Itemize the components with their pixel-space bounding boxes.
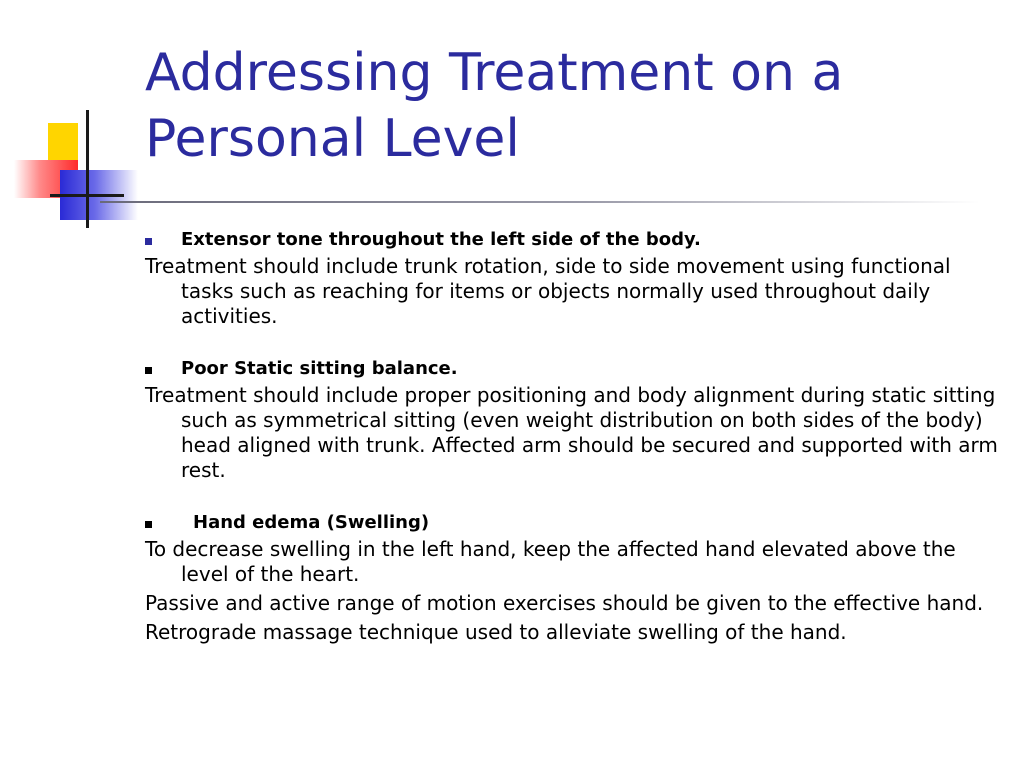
bullet-heading-sitting-balance — [145, 355, 1005, 383]
square-bullet-icon — [145, 367, 152, 374]
square-bullet-icon — [145, 238, 152, 245]
treatment-paragraph: Retrograde massage technique used to alleviate swelling of the hand. — [145, 620, 847, 644]
slide-content — [145, 226, 1005, 645]
bullet-heading-text: Hand edema (Swelling) — [193, 512, 430, 533]
treatment-paragraph: Treatment should include trunk rotation, side to side movement using functional tasks such as reaching for items or objects normally used throughout daily activities. — [145, 254, 951, 328]
treatment-paragraph: Passive and active range of motion exercises should be given to the effective hand. — [145, 591, 984, 615]
treatment-paragraph: To decrease swelling in the left hand, keep the affected hand elevated above the level of the heart. — [145, 537, 956, 586]
decorative-vertical-line — [86, 110, 89, 228]
square-bullet-icon — [145, 521, 152, 528]
decorative-yellow-block — [48, 123, 78, 165]
bullet-heading-extensor-tone — [145, 226, 1005, 254]
title-divider — [100, 201, 980, 203]
decorative-horizontal-line — [50, 194, 124, 197]
slide-title: Addressing Treatment on a Personal Level — [145, 43, 844, 169]
bullet-heading-hand-edema — [145, 509, 1005, 537]
treatment-paragraph: Treatment should include proper positioning and body alignment during static sitting such as symmetrical sitting (even weight distribution on both sides of the body) head aligned with trunk. Affected arm should be secured and supported with arm rest. — [145, 383, 998, 482]
bullet-heading-text: Poor Static sitting balance. — [181, 358, 458, 379]
bullet-heading-text: Extensor tone throughout the left side of the body. — [181, 229, 701, 250]
